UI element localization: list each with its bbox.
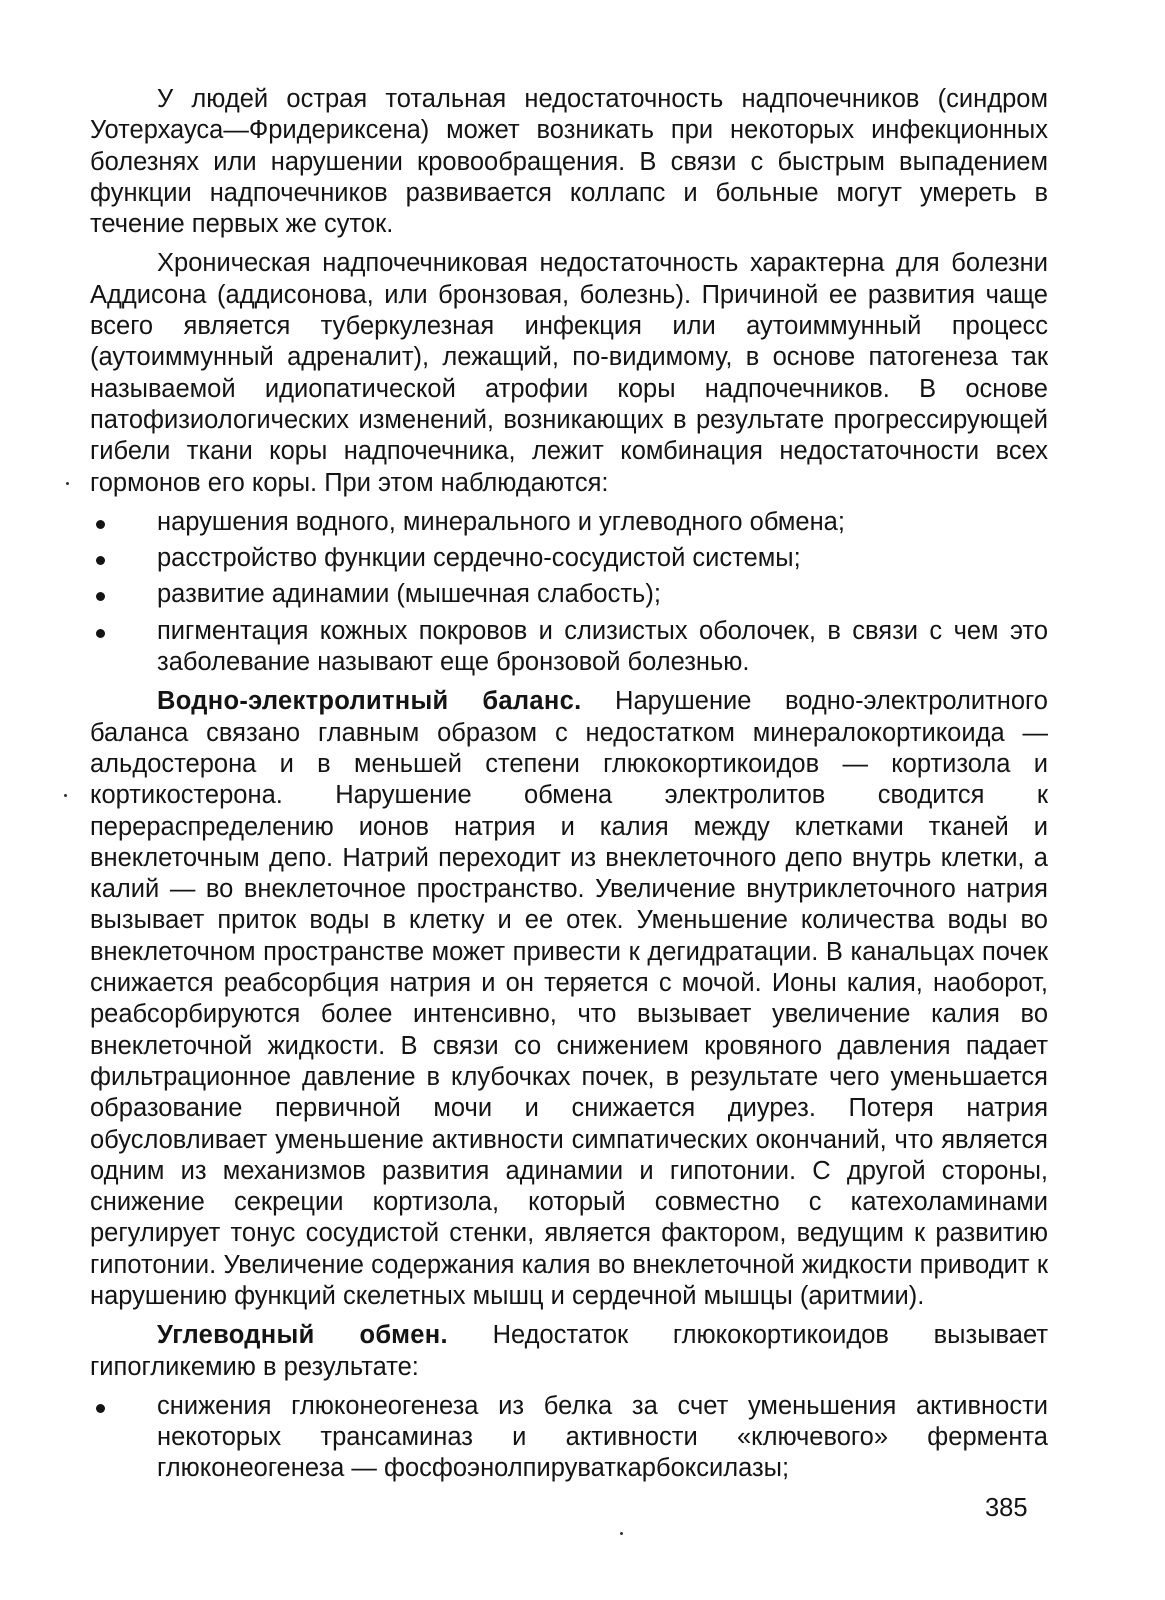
scan-speck bbox=[64, 794, 67, 797]
list-item: снижения глюконеогенеза из белка за счет уменьшения активности некоторых трансаминаз и активности «ключевого» фермента глюконеогенеза — фосфоэнолпируваткарбоксилазы; bbox=[90, 1391, 1048, 1485]
page-number: 385 bbox=[985, 1494, 1028, 1522]
list-item: нарушения водного, минерального и углеводного обмена; bbox=[90, 507, 1048, 538]
paragraph-carbohydrate bbox=[90, 1320, 1048, 1383]
scan-speck bbox=[66, 482, 69, 485]
bullet-icon bbox=[96, 1404, 105, 1413]
bullet-icon bbox=[96, 592, 105, 601]
bullet-icon bbox=[96, 556, 105, 565]
paragraph-addison-disease: Хроническая надпочечниковая недостаточность характерна для болезни Аддисона (аддисонова, или бронзовая, болезнь). Причиной ее развития чаще всего является туберкулезная инфекция или аутоиммунный процесс (аутоиммунный адреналит), лежащий, по-видимому, в основе патогенеза так называемой идиопатической атрофии коры надпочечников. В основе патофизиологических изменений, возникающих в результате прогрессирующей гибели ткани коры надпочечника, лежит комбинация недостаточности всех гормонов его коры. При этом наблюдаются: bbox=[90, 249, 1048, 497]
section-text-water-electrolyte: Нарушение водно-электролитного баланса связано главным образом с недостатком минералокортикоида — альдостерона и в меньшей степени глюкокортикоидов — кортизола и кортикостерона. Нарушение обмена электролитов сводится к перераспределению ионов натрия и калия между клетками тканей и внеклеточным депо. Натрий переходит из внеклеточного депо внутрь клетки, а калий — во внеклеточное пространство. Увеличение внутриклеточного натрия вызывает приток воды в клетку и ее отек. Уменьшение количества воды во внеклеточном пространстве может привести к дегидратации. В канальцах почек снижается реабсорбция натрия и он теряется с мочой. Ионы калия, наоборот, реабсорбируются более интенсивно, что вызывает увеличение калия во внеклеточной жидкости. В связи со снижением кровяного давления падает фильтрационное давление в клубочках почек, в результате чего уменьшается образование первичной мочи и снижается диурез. Потеря натрия обусловливает уменьшение активности симпатических окончаний, что является одним из механизмов развития адинамии и гипотонии. С другой стороны, снижение секреции кортизола, который совместно с катехоламинами регулирует тонус сосудистой стенки, является фактором, ведущим к развитию гипотонии. Увеличение содержания калия во внеклеточной жидкости приводит к нарушению функций скелетных мышц и сердечной мышцы (аритмии). bbox=[90, 687, 1048, 1310]
bullet-icon bbox=[96, 520, 105, 529]
section-heading-carbohydrate: Углеводный обмен. bbox=[157, 1321, 448, 1350]
paragraph-water-electrolyte bbox=[90, 686, 1048, 1312]
list-item: развитие адинамии (мышечная слабость); bbox=[90, 579, 1048, 610]
scan-speck bbox=[620, 1532, 623, 1535]
bullet-icon bbox=[96, 629, 105, 638]
symptoms-list bbox=[90, 507, 1048, 678]
list-item: расстройство функции сердечно-сосудистой системы; bbox=[90, 543, 1048, 574]
section-heading-water-electrolyte: Водно-электролитный баланс. bbox=[157, 687, 582, 716]
paragraph-waterhouse-friderichsen: У людей острая тотальная недостаточность надпочечников (синдром Уотерхауса—Фридериксена) может возникать при некоторых инфекционных болезнях или нарушении кровообращения. В связи с быстрым выпадением функции надпочечников развивается коллапс и больные могут умереть в течение первых же суток. bbox=[90, 85, 1048, 239]
hypoglycemia-causes-list bbox=[90, 1391, 1048, 1485]
list-item: пигментация кожных покровов и слизистых оболочек, в связи с чем это заболевание называют еще бронзовой болезнью. bbox=[90, 616, 1048, 679]
document-page bbox=[90, 84, 1048, 1493]
section-text-carbohydrate: Недостаток глюкокортикоидов вызывает гипогликемию в результате: bbox=[90, 1321, 1048, 1381]
